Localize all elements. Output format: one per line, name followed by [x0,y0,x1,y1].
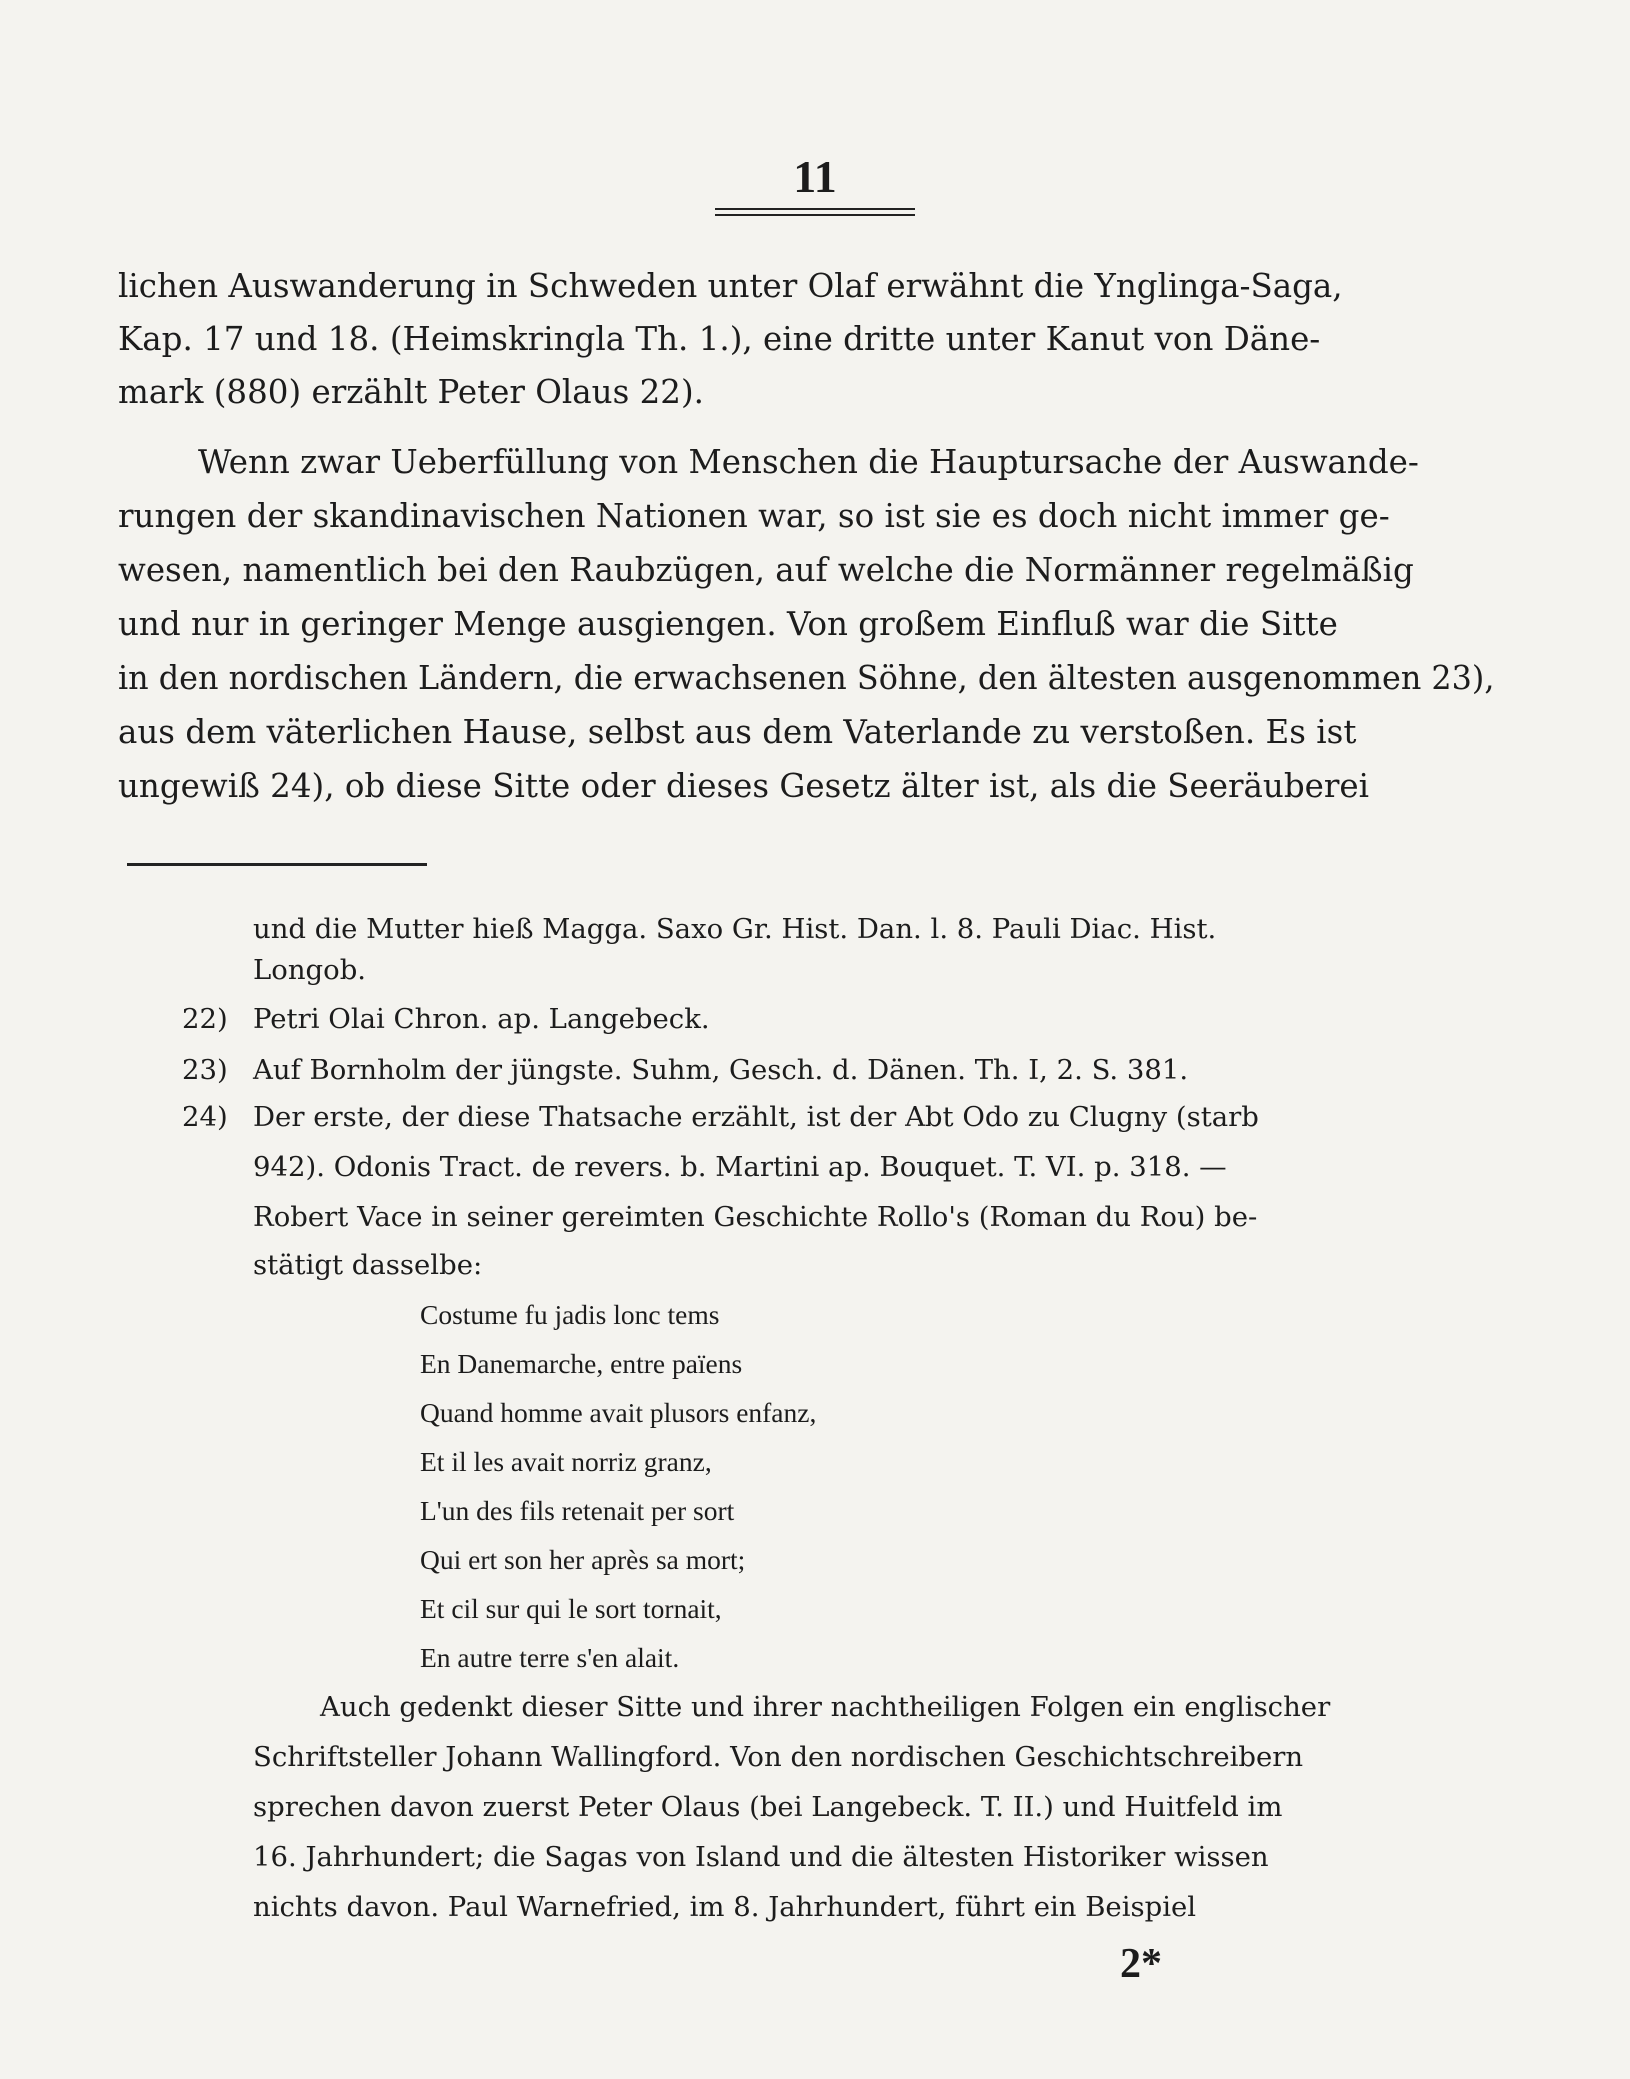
body-line: wesen, namentlich bei den Raubzügen, auf welche die Normänner regelmäßig [118,551,1414,589]
footnote-number: 24) [182,1101,228,1133]
body-line: Kap. 17 und 18. (Heimskringla Th. 1.), eine dritte unter Kanut von Däne- [118,320,1321,358]
body-line: Wenn zwar Ueberfüllung von Menschen die Hauptursache der Auswande- [198,443,1419,481]
footnote-line: Auch gedenkt dieser Sitte und ihrer nachtheiligen Folgen ein englischer [320,1691,1331,1723]
footnote-number: 23) [182,1054,228,1086]
body-line: in den nordischen Ländern, die erwachsenen Söhne, den ältesten ausgenommen 23), [118,659,1495,697]
signature-mark: 2* [1120,1941,1162,1987]
body-line: ungewiß 24), ob diese Sitte oder dieses Gesetz älter ist, als die Seeräuberei [118,767,1370,805]
body-line: lichen Auswanderung in Schweden unter Olaf erwähnt die Ynglinga-Saga, [118,267,1343,305]
verse-line: Et cil sur qui le sort tornait, [420,1593,722,1624]
header-rule [715,208,915,210]
page-number: 11 [793,151,837,202]
footnote-line: Auf Bornholm der jüngste. Suhm, Gesch. d. Dänen. Th. I, 2. S. 381. [253,1054,1189,1086]
footnote-rule [127,863,427,866]
verse-line: Costume fu jadis lonc tems [420,1299,720,1330]
footnote-line: Robert Vace in seiner gereimten Geschichte Rollo's (Roman du Rou) be- [253,1201,1258,1233]
footnote-line: Petri Olai Chron. ap. Langebeck. [253,1003,710,1035]
footnote-line: sprechen davon zuerst Peter Olaus (bei Langebeck. T. II.) und Huitfeld im [253,1791,1283,1823]
verse-line: Qui ert son her après sa mort; [420,1544,746,1575]
verse-line: Quand homme avait plusors enfanz, [420,1397,817,1428]
body-line: aus dem väterlichen Hause, selbst aus dem Vaterlande zu verstoßen. Es ist [118,713,1357,751]
verse-line: En Danemarche, entre païens [420,1348,743,1379]
footnote-line: Schriftsteller Johann Wallingford. Von den nordischen Geschichtschreibern [253,1741,1304,1773]
footnote-line: 942). Odonis Tract. de revers. b. Martini ap. Bouquet. T. VI. p. 318. — [253,1151,1227,1183]
footnote-line: und die Mutter hieß Magga. Saxo Gr. Hist. Dan. l. 8. Pauli Diac. Hist. [253,913,1217,945]
body-line: mark (880) erzählt Peter Olaus 22). [118,373,704,411]
verse-line: En autre terre s'en alait. [420,1642,680,1673]
verse-line: L'un des fils retenait per sort [420,1495,735,1526]
footnote-line: 16. Jahrhundert; die Sagas von Island und die ältesten Historiker wissen [253,1841,1269,1873]
footnote-line: nichts davon. Paul Warnefried, im 8. Jahrhundert, führt ein Beispiel [253,1891,1197,1923]
body-line: und nur in geringer Menge ausgiengen. Von großem Einfluß war die Sitte [118,605,1338,643]
header-rule [715,214,915,216]
footnote-line: Longob. [253,954,367,986]
verse-line: Et il les avait norriz granz, [420,1446,712,1477]
body-line: rungen der skandinavischen Nationen war, so ist sie es doch nicht immer ge- [118,497,1390,535]
footnote-number: 22) [182,1003,228,1035]
footnote-line: Der erste, der diese Thatsache erzählt, ist der Abt Odo zu Clugny (starb [253,1101,1259,1133]
footnote-line: stätigt dasselbe: [253,1249,483,1281]
